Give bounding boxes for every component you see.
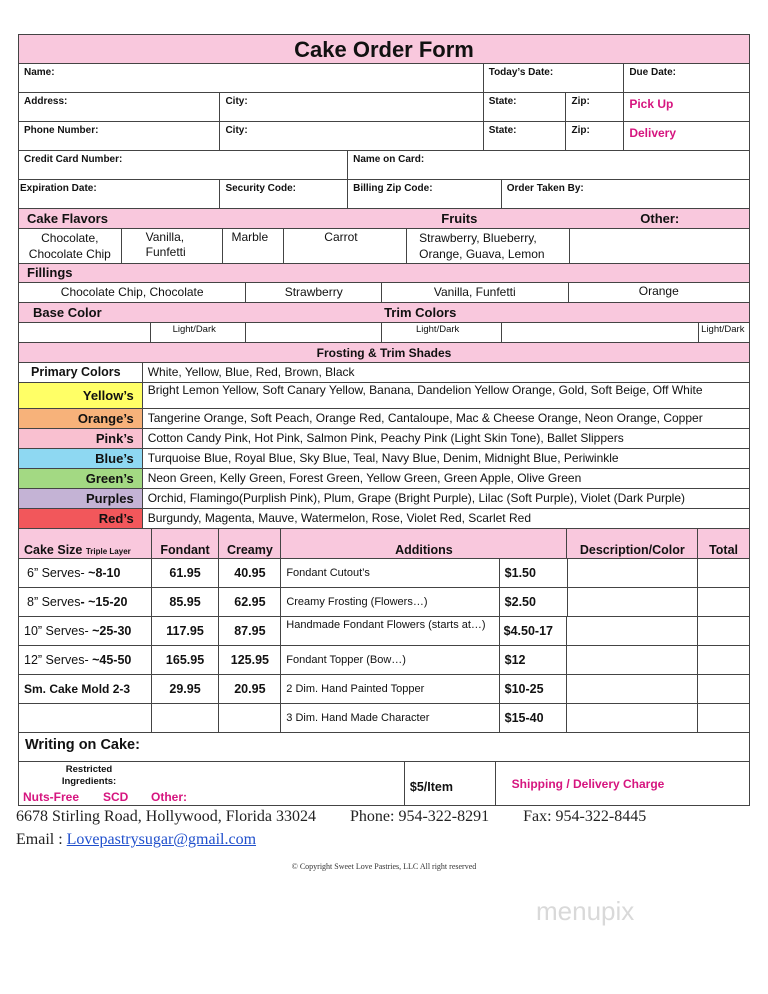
shade-row-purple (18, 489, 750, 509)
shade-row-red (18, 509, 750, 529)
restricted-cell (19, 762, 405, 805)
size-6-serves: 6” Serves- (27, 566, 89, 580)
fillings-header: Fillings (27, 265, 73, 280)
shade-yellow-list: Bright Lemon Yellow, Soft Canary Yellow, Banana, Dandelion Yellow Orange, Gold, Soft Beige, Off White (147, 383, 703, 397)
other-option[interactable]: Other: (151, 790, 187, 804)
fondant-empty[interactable] (152, 704, 220, 732)
price-row-6 (18, 559, 750, 588)
state-field[interactable]: State: (484, 93, 567, 121)
addition-5: 2 Dim. Hand Painted Topper (281, 675, 499, 703)
primary-colors-row (18, 363, 750, 383)
footer-email-link[interactable]: Lovepastrysugar@gmail.com (66, 831, 257, 848)
creamy-price-6: 40.95 (219, 559, 281, 587)
addition-price-3: $4.50-17 (500, 617, 568, 645)
total-cell-6[interactable] (698, 704, 749, 732)
fondant-price-8: 85.95 (152, 588, 220, 616)
pricing-header-row (18, 529, 750, 559)
flavor-carrot[interactable]: Carrot (284, 229, 407, 263)
city-field[interactable]: City: (220, 93, 483, 121)
fondant-price-mold: 29.95 (152, 675, 220, 703)
description-cell-6[interactable] (567, 704, 698, 732)
footer-fax: Fax: 954-322-8445 (523, 808, 647, 825)
cake-size-header (19, 529, 152, 558)
shade-row-green (18, 469, 750, 489)
size-10-count: ~25-30 (92, 624, 132, 638)
flavor-other[interactable] (570, 229, 749, 263)
flavors-header-row (18, 209, 750, 229)
shade-green-label: Green’s (19, 469, 143, 488)
trim-color-cell-2[interactable] (502, 323, 699, 342)
price-row-10 (18, 617, 750, 646)
description-header: Description/Color (567, 529, 698, 558)
credit-card-row (18, 151, 750, 180)
zip-field[interactable]: Zip: (566, 93, 624, 121)
restricted-label: Restricted Ingredients: (61, 764, 117, 787)
addition-price-1: $1.50 (500, 559, 568, 587)
addition-4: Fondant Topper (Bow…) (281, 646, 499, 674)
fillings-row (18, 283, 750, 303)
addition-price-4: $12 (500, 646, 568, 674)
description-cell-4[interactable] (567, 646, 698, 674)
footer-email-label: Email : (16, 831, 67, 848)
shade-purple-list: Orchid, Flamingo(Purplish Pink), Plum, Grape (Bright Purple), Lilac (Soft Purple), Violet (Dark Purple) (147, 491, 685, 505)
fillings-header-row (18, 264, 750, 283)
total-cell-5[interactable] (698, 675, 749, 703)
footer-address: 6678 Stirling Road, Hollywood, Florida 33024 (16, 808, 316, 825)
per-item-price: $5/Item (405, 762, 496, 805)
base-color-cell[interactable] (19, 323, 151, 342)
shade-row-yellow (18, 383, 750, 409)
trim-light-dark-1[interactable]: Light/Dark (382, 323, 502, 342)
creamy-price-12: 125.95 (219, 646, 281, 674)
trim-light-dark-2[interactable]: Light/Dark (701, 324, 745, 335)
size-8-serves: 8” Serves (27, 595, 81, 609)
shade-green-list: Neon Green, Kelly Green, Forest Green, Yellow Green, Green Apple, Olive Green (147, 471, 582, 485)
addition-price-6: $15-40 (500, 704, 568, 732)
shade-pink-list: Cotton Candy Pink, Hot Pink, Salmon Pink, Peachy Pink (Light Skin Tone), Ballet Slippers (147, 431, 624, 445)
total-header: Total (709, 543, 739, 557)
fruits-header: Fruits (441, 211, 478, 226)
expiration-row (18, 180, 750, 209)
addition-price-2: $2.50 (500, 588, 568, 616)
addition-6: 3 Dim. Hand Made Character (281, 704, 499, 732)
security-code-field[interactable]: Security Code: (220, 180, 348, 208)
shade-blue-list: Turquoise Blue, Royal Blue, Sky Blue, Teal, Navy Blue, Denim, Midnight Blue, Periwinkle (147, 451, 619, 465)
writing-row (18, 733, 750, 762)
size-6 (19, 559, 152, 587)
total-cell-3[interactable] (698, 617, 749, 645)
creamy-price-8: 62.95 (219, 588, 281, 616)
filling-chocolate[interactable]: Chocolate Chip, Chocolate (19, 283, 246, 302)
size-12 (19, 646, 152, 674)
price-row-12 (18, 646, 750, 675)
fondant-header: Fondant (152, 529, 220, 558)
expiration-field[interactable]: Expiration Date: (19, 180, 220, 208)
description-cell-2[interactable] (568, 588, 699, 616)
fondant-price-10: 117.95 (152, 617, 220, 645)
total-cell-2[interactable] (698, 588, 749, 616)
size-6-count: ~8-10 (88, 566, 121, 580)
shade-blue-label: Blue’s (19, 449, 143, 468)
creamy-empty[interactable] (219, 704, 281, 732)
base-light-dark[interactable]: Light/Dark (151, 323, 247, 342)
fondant-price-6: 61.95 (152, 559, 220, 587)
frosting-header-row (18, 343, 750, 363)
writing-on-cake-field[interactable]: Writing on Cake: (25, 737, 140, 753)
base-trim-header-row (18, 303, 750, 323)
price-row-mold (18, 675, 750, 704)
description-cell-3[interactable] (567, 617, 698, 645)
size-empty[interactable] (19, 704, 152, 732)
phone-field[interactable]: Phone Number: (19, 122, 220, 150)
shade-row-blue (18, 449, 750, 469)
address-field[interactable]: Address: (19, 93, 220, 121)
filling-orange[interactable]: Orange (638, 284, 679, 298)
shade-pink-label: Pink’s (19, 429, 143, 448)
footer-contact (16, 808, 756, 826)
name-on-card-field[interactable]: Name on Card: (353, 154, 425, 165)
creamy-price-mold: 20.95 (219, 675, 281, 703)
flavors-row (18, 229, 750, 264)
title-row (18, 34, 750, 64)
size-mold (19, 675, 152, 703)
shade-row-pink (18, 429, 750, 449)
flavor-fruits[interactable]: Strawberry, Blueberry, Orange, Guava, Lemon (407, 229, 570, 263)
primary-colors-label: Primary Colors (19, 363, 143, 382)
pickup-option[interactable]: Pick Up (629, 97, 674, 111)
restricted-row (18, 762, 750, 806)
total-cell-1[interactable] (698, 559, 749, 587)
primary-colors-list: White, Yellow, Blue, Red, Brown, Black (147, 365, 355, 379)
addition-2: Creamy Frosting (Flowers…) (281, 588, 499, 616)
shade-orange-label: Orange’s (19, 409, 143, 428)
triple-layer-label: Triple Layer (85, 547, 131, 556)
form-title: Cake Order Form (294, 37, 474, 62)
price-row-character (18, 704, 750, 733)
shade-purple-label: Purples (19, 489, 143, 508)
filling-strawberry[interactable]: Strawberry (246, 283, 382, 302)
base-color-header: Base Color (33, 305, 102, 320)
name-row (18, 64, 750, 93)
base-trim-row (18, 323, 750, 343)
fondant-price-12: 165.95 (152, 646, 220, 674)
cake-order-form (18, 34, 750, 806)
flavor-vanilla[interactable]: Vanilla, Funfetti (122, 229, 224, 263)
city-field-2[interactable]: City: (220, 122, 483, 150)
filling-vanilla[interactable]: Vanilla, Funfetti (382, 283, 568, 302)
address-row (18, 93, 750, 122)
flavors-header: Cake Flavors (27, 211, 108, 226)
order-taken-field[interactable]: Order Taken By: (506, 183, 584, 194)
flavor-chocolate[interactable]: Chocolate, Chocolate Chip (19, 229, 122, 263)
credit-card-field[interactable]: Credit Card Number: (19, 151, 348, 179)
size-12-serves: 12” Serves- (24, 653, 93, 667)
shade-orange-list: Tangerine Orange, Soft Peach, Orange Red, Cantaloupe, Mac & Cheese Orange, Neon Orange, Copper (147, 411, 703, 425)
phone-row (18, 122, 750, 151)
footer-phone: Phone: 954-322-8291 (350, 808, 490, 825)
total-cell-4[interactable] (698, 646, 749, 674)
delivery-option[interactable]: Delivery (629, 126, 677, 140)
addition-price-5: $10-25 (500, 675, 568, 703)
shade-red-list: Burgundy, Magenta, Mauve, Watermelon, Rose, Violet Red, Scarlet Red (147, 511, 531, 525)
scd-option[interactable]: SCD (103, 790, 129, 804)
shade-yellow-label: Yellow’s (19, 383, 143, 408)
todays-date-field[interactable]: Today’s Date: (484, 64, 625, 92)
state-field-2[interactable]: State: (484, 122, 567, 150)
price-row-8 (18, 588, 750, 617)
nuts-free-option[interactable]: Nuts-Free (23, 790, 80, 804)
shade-row-orange (18, 409, 750, 429)
size-10 (19, 617, 152, 645)
size-8-count: - ~15-20 (80, 595, 128, 609)
additions-header: Additions (281, 529, 567, 558)
trim-colors-header: Trim Colors (384, 305, 457, 320)
cake-size-label: Cake Size (24, 543, 83, 557)
addition-1: Fondant Cutout’s (281, 559, 499, 587)
shipping-delivery-charge[interactable]: Shipping / Delivery Charge (511, 777, 665, 791)
copyright-notice: © Copyright Sweet Love Pastries, LLC All right reserved (291, 862, 477, 871)
addition-3: Handmade Fondant Flowers (starts at…) (281, 617, 499, 645)
name-field[interactable]: Name: (19, 64, 484, 92)
flavor-marble[interactable]: Marble (223, 229, 284, 263)
description-cell-1[interactable] (568, 559, 699, 587)
size-12-count: ~45-50 (92, 653, 132, 667)
trim-color-cell-1[interactable] (246, 323, 382, 342)
watermark-logo: menupix (536, 896, 635, 926)
size-10-serves: 10” Serves- (24, 624, 93, 638)
billing-zip-field[interactable]: Billing Zip Code: (348, 180, 502, 208)
frosting-header: Frosting & Trim Shades (316, 346, 452, 360)
other-header: Other: (640, 211, 680, 226)
size-mold-label: Sm. Cake Mold 2-3 (24, 682, 131, 696)
creamy-header: Creamy (219, 529, 281, 558)
size-8 (19, 588, 152, 616)
due-date-field[interactable]: Due Date: (629, 67, 677, 78)
creamy-price-10: 87.95 (219, 617, 281, 645)
description-cell-5[interactable] (567, 675, 698, 703)
shade-red-label: Red’s (19, 509, 143, 528)
zip-field-2[interactable]: Zip: (566, 122, 624, 150)
footer-email-line (16, 831, 256, 849)
